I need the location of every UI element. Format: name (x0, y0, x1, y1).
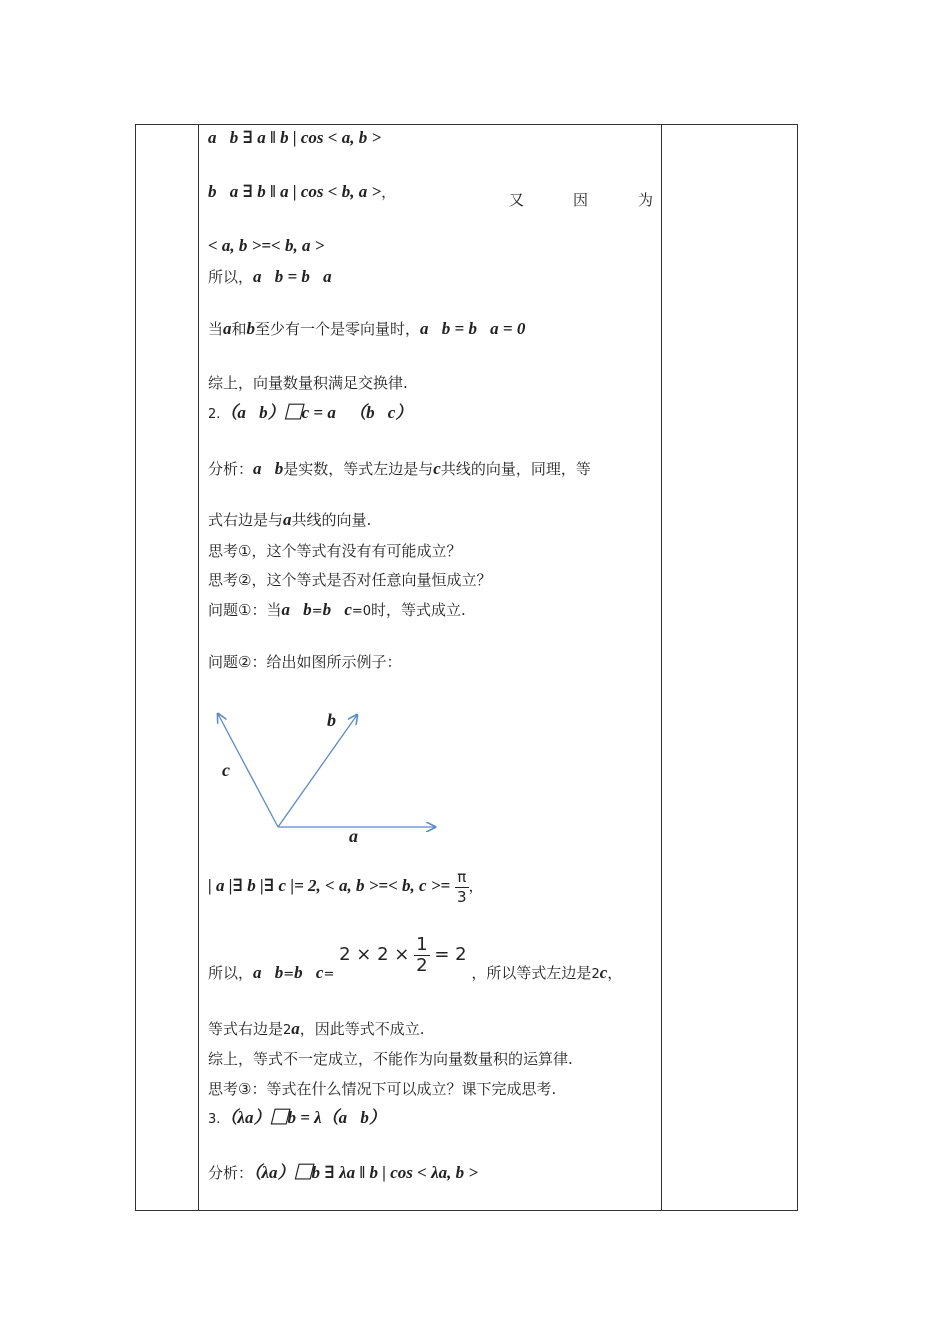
summary-associative: 综上，等式不一定成立，不能作为向量数量积的运算律. (208, 1050, 573, 1068)
analysis-scalar (208, 1163, 478, 1183)
formula-ab: a⃞b (253, 459, 284, 478)
two: 2 (416, 955, 428, 976)
formula-ab: a⃞b (281, 600, 312, 619)
formula-bc: b⃞c (294, 963, 324, 982)
vector-a: a (223, 319, 232, 338)
think-2: 思考②，这个等式是否对任意向量恒成立？ (208, 571, 492, 589)
vector-b: b (246, 319, 256, 338)
table-border-col2 (661, 124, 662, 1211)
question-1 (208, 600, 466, 622)
label-c: c (222, 760, 230, 780)
example-conditions (208, 864, 484, 908)
coef-2: 2 (591, 967, 600, 982)
comma: ， (468, 877, 484, 895)
analysis-line-2 (208, 510, 371, 530)
text-right-side: 式右边是与 (208, 511, 284, 529)
formula-scalar-analysis: （λa）⃞b ∃ λa ‖ b | cos < λa, b > (253, 1163, 479, 1182)
think-3: 思考③：等式在什么情况下可以成立？课下完成思考. (208, 1080, 557, 1098)
vector-c: c (599, 963, 608, 982)
formula-ab-definition: a⃞b ∃ a ‖ b | cos < a, b > (208, 128, 382, 147)
text-analysis-cont: 共线的向量，同理，等 (440, 460, 591, 478)
text-zero-condition: 至少有一个是零向量时， (255, 320, 421, 338)
text-dang: 当 (208, 320, 224, 338)
text-suoyi: 所以， (208, 964, 254, 982)
result: = 2 (434, 944, 467, 965)
equals: = (311, 604, 323, 619)
text-suoyi: 所以， (208, 268, 254, 286)
formula-commutative: a⃞b = b⃞a (253, 267, 332, 286)
text-you: 又 (509, 191, 525, 209)
text-yin: 因 (573, 191, 589, 209)
table-border-left (135, 124, 136, 1211)
text-not-hold: ，因此等式不成立. (299, 1020, 425, 1038)
example-calculation (208, 934, 623, 999)
think-1: 思考①，这个等式有没有有可能成立？ (208, 542, 462, 560)
table-border-right (797, 124, 798, 1211)
text-holds: 时，等式成立. (371, 601, 466, 619)
analysis-line (208, 459, 591, 479)
text-analysis: 是实数，等式左边是与 (283, 460, 434, 478)
formula-ab: a⃞b (253, 963, 284, 982)
fraction-half (414, 935, 429, 976)
label-a: a (349, 826, 358, 846)
text-wei: 为 (638, 191, 654, 209)
item-number: 2. (208, 407, 221, 422)
text-collinear: 共线的向量. (291, 511, 372, 529)
table-border-col1 (198, 124, 199, 1211)
coef-2: 2 (283, 1023, 292, 1038)
item-3-line (208, 1108, 386, 1130)
vector-c: c (433, 459, 441, 478)
label-b: b (327, 710, 336, 730)
vector-a: a (283, 510, 292, 529)
conclusion-line (208, 267, 332, 287)
question-2: 问题②：给出如图所示例子： (208, 653, 402, 671)
item-2-line (208, 403, 412, 425)
formula-conditions: | a |∃ b |∃ c |= 2, < a, b >=< b, c >= (208, 876, 451, 895)
summary-commutative: 综上，向量数量积满足交换律. (208, 374, 408, 392)
equals: = (283, 967, 295, 982)
formula-zero: a⃞b = b⃞a = 0 (420, 319, 526, 338)
formula-bc: b⃞c (322, 600, 352, 619)
formula-scalar: （λa）⃞b = λ（a⃞b） (220, 1108, 386, 1127)
right-side-line (208, 1019, 425, 1041)
text-q1: 问题①：当 (208, 601, 282, 619)
fraction-pi-3 (455, 868, 469, 906)
text-left-side: ，所以等式左边是 (471, 964, 592, 982)
zero-vector-line (208, 319, 525, 339)
formula-ba-definition: b⃞a ∃ b ‖ a | cos < b, a > (208, 182, 382, 201)
three: 3 (456, 887, 467, 906)
equals: = (323, 967, 335, 982)
text-fenxi: 分析： (208, 1164, 254, 1182)
formula-ba-line (208, 182, 396, 202)
arrow-b (278, 715, 357, 827)
one: 1 (416, 934, 428, 955)
text-fenxi: 分析： (208, 460, 254, 478)
equals-zero: =0 (351, 604, 372, 619)
text-he: 和 (231, 320, 247, 338)
pi: π (457, 867, 467, 886)
comma: ， (381, 183, 397, 201)
comma: ， (607, 964, 623, 982)
text-right-side: 等式右边是 (208, 1020, 284, 1038)
formula-associative: （a⃞b）⃞c = a⃞（b⃞c） (220, 403, 413, 422)
product: 2 × 2 × (339, 944, 410, 965)
formula-angle-equal: < a, b >=< b, a > (208, 236, 325, 255)
item-number: 3. (208, 1112, 221, 1127)
vector-a: a (291, 1019, 300, 1038)
